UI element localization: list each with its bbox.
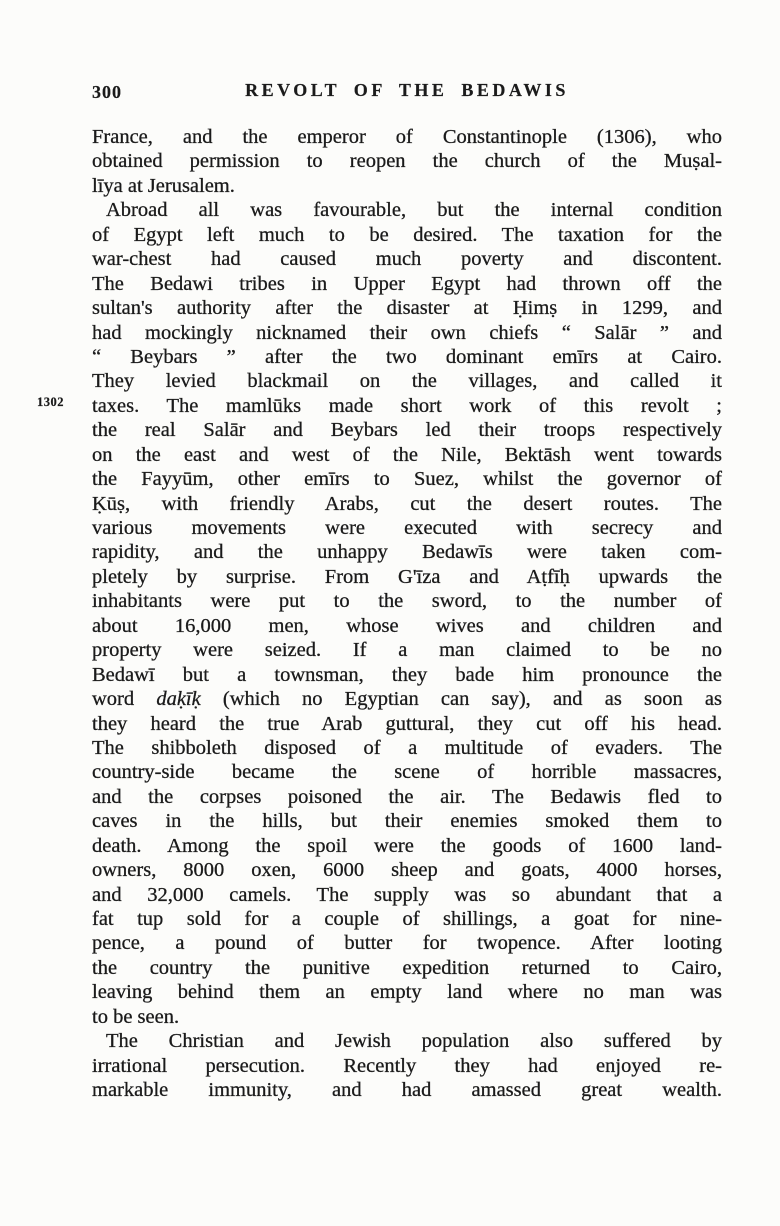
running-title: REVOLT OF THE BEDAWIS bbox=[245, 80, 569, 100]
text-line: and 32,000 camels. The supply was so abundant that a bbox=[92, 883, 722, 906]
page-header bbox=[92, 80, 722, 106]
margin-year-note: 1302 bbox=[37, 394, 64, 409]
text-line: about 16,000 men, whose wives and children and bbox=[92, 614, 722, 637]
text-line: The Bedawi tribes in Upper Egypt had thrown off the bbox=[92, 272, 722, 295]
italic-term: daḳīḳ bbox=[156, 688, 201, 711]
text-line: inhabitants were put to the sword, to the number of bbox=[92, 590, 722, 613]
text-line: “ Beybars ” after the two dominant emīrs at Cairo. bbox=[92, 345, 722, 368]
text-line: caves in the hills, but their enemies smoked them to bbox=[92, 810, 722, 833]
text-line: leaving behind them an empty land where no man was bbox=[92, 981, 722, 1004]
text-segment: (which no Egyptian can say), and as soon as bbox=[200, 688, 722, 711]
text-line: markable immunity, and had amassed great wealth. bbox=[92, 1079, 722, 1102]
page-number: 300 bbox=[92, 82, 122, 102]
text-line: the country the punitive expedition returned to Cairo, bbox=[92, 956, 722, 979]
body-text bbox=[37, 125, 722, 1103]
text-line: they heard the true Arab guttural, they cut off his head. bbox=[92, 712, 722, 735]
text-line: the real Salār and Beybars led their troops respectively bbox=[92, 419, 722, 442]
text-line: Abroad all was favourable, but the internal condition bbox=[106, 199, 722, 222]
text-line: They levied blackmail on the villages, and called it bbox=[92, 370, 722, 393]
text-line: The Christian and Jewish population also suffered by bbox=[106, 1030, 722, 1053]
text-line: country-side became the scene of horrible massacres, bbox=[92, 761, 722, 784]
text-line: various movements were executed with secrecy and bbox=[92, 517, 722, 539]
text-line: on the east and west of the Nile, Bektāsh went towards bbox=[92, 443, 722, 466]
text-line: pence, a pound of butter for twopence. After looting bbox=[92, 932, 722, 955]
text-line: death. Among the spoil were the goods of 1600 land- bbox=[92, 834, 722, 857]
text-line: pletely by surprise. From G'īza and Aṭfīḥ upwards the bbox=[92, 565, 722, 588]
text-line: The shibboleth disposed of a multitude of evaders. The bbox=[92, 736, 722, 759]
text-line: Ḳūṣ, with friendly Arabs, cut the desert routes. The bbox=[92, 492, 722, 515]
text-line: līya at Jerusalem. bbox=[92, 174, 235, 197]
text-line: obtained permission to reopen the church of the Muṣal- bbox=[92, 150, 722, 173]
text-line: sultan's authority after the disaster at Ḥimṣ in 1299, and bbox=[92, 297, 722, 320]
text-line: owners, 8000 oxen, 6000 sheep and goats, 4000 horses, bbox=[92, 859, 722, 882]
text-line: rapidity, and the unhappy Bedawīs were taken com- bbox=[92, 541, 722, 564]
text-line bbox=[92, 687, 722, 711]
text-line: of Egypt left much to be desired. The taxation for the bbox=[92, 223, 722, 246]
text-segment: word bbox=[92, 688, 157, 711]
text-line: fat tup sold for a couple of shillings, a goat for nine- bbox=[92, 908, 722, 930]
text-line: property were seized. If a man claimed to be no bbox=[92, 639, 722, 662]
text-line: to be seen. bbox=[92, 1005, 180, 1028]
text-line: had mockingly nicknamed their own chiefs “ Salār ” and bbox=[92, 321, 722, 344]
text-line: Bedawī but a townsman, they bade him pronounce the bbox=[92, 663, 722, 686]
text-line: and the corpses poisoned the air. The Bedawis fled to bbox=[92, 785, 722, 808]
text-line: taxes. The mamlūks made short work of this revolt ; 1302 bbox=[37, 394, 722, 417]
text-line: France, and the emperor of Constantinople (1306), who bbox=[92, 126, 722, 148]
text-line: war-chest had caused much poverty and discontent. bbox=[92, 248, 722, 271]
text-line: the Fayyūm, other emīrs to Suez, whilst the governor of bbox=[92, 468, 722, 491]
text-line: irrational persecution. Recently they had enjoyed re- bbox=[92, 1054, 722, 1077]
